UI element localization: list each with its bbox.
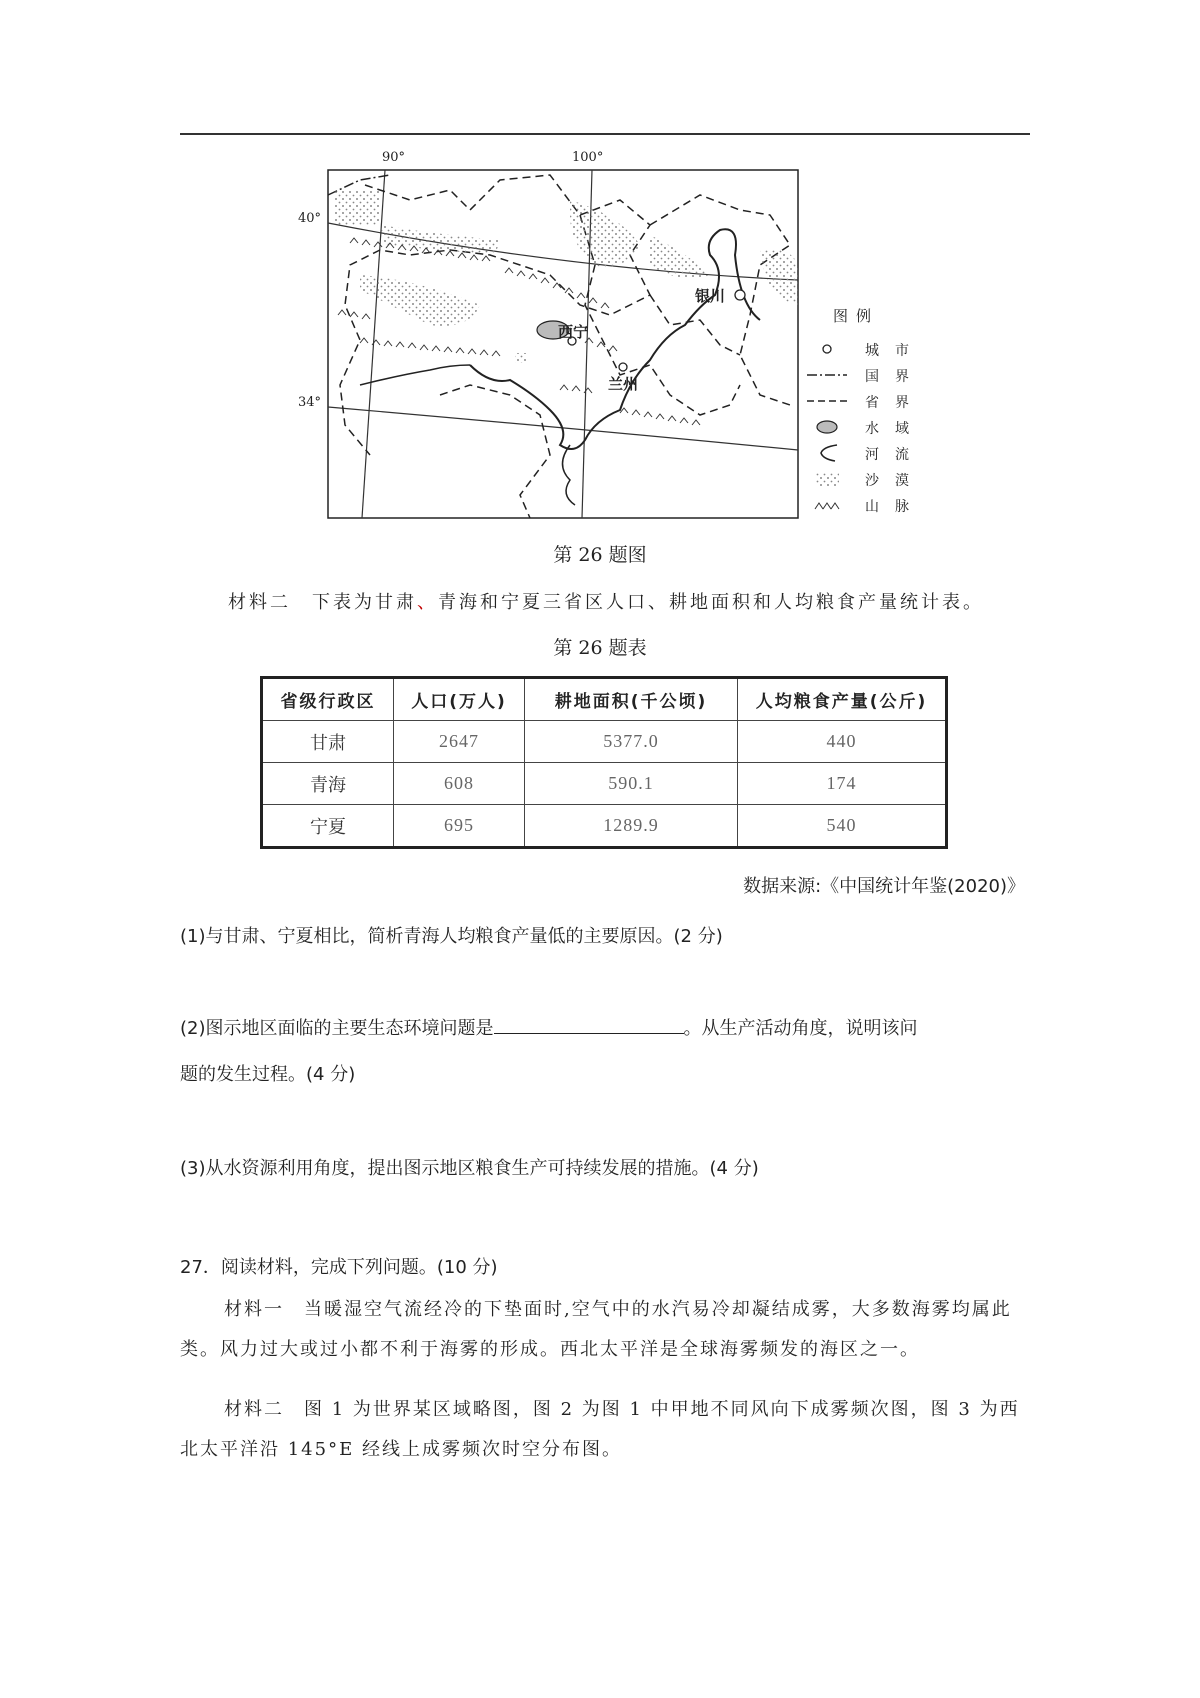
mountain-marks-icon [805,495,849,515]
question-1: (1)与甘肃、宁夏相比，简析青海人均粮食产量低的主要原因。(2 分) [180,926,723,947]
figure-caption: 第 26 题图 [553,544,647,566]
lon-label-90: 90° [382,150,406,165]
header-grain-per-capita: 人均粮食产量(公斤) [738,678,947,721]
lon-label-100: 100° [572,150,604,165]
provincial-border-icon [805,391,849,411]
q27-material-1: 材料一 当暖湿空气流经冷的下垫面时,空气中的水汽易冷却凝结成雾，大多数海雾均属此类。风力过大或过小都不利于海雾的形成。西北太平洋是全球海雾频发的海区之一。 [180,1299,1012,1360]
city-label-xining: 西宁 [558,323,589,341]
legend-item-mountain: 山脉 [805,495,915,515]
city-lanzhou [619,363,627,371]
question-2-line2: 题的发生过程。(4 分) [180,1064,356,1085]
lat-label-40: 40° [298,211,322,226]
city-circle-icon [805,339,849,359]
water-ellipse-icon [805,417,849,437]
header-rule [180,133,1030,135]
legend-item-water: 水域 [805,417,915,437]
table-header-row [262,678,947,721]
question-27-title: 27．阅读材料，完成下列问题。(10 分) [180,1257,498,1278]
lat-label-34: 34° [298,395,322,410]
desert [335,190,380,225]
legend-item-river: 河流 [805,443,915,463]
statistics-table [260,676,948,849]
question-2: (2)图示地区面临的主要生态环境问题是 。从生产活动角度，说明该问 [180,1014,918,1040]
city-label-lanzhou: 兰州 [608,375,639,393]
header-province: 省级行政区 [262,678,394,721]
legend-item-desert: 沙漠 [805,469,915,489]
header-population: 人口(万人) [394,678,525,721]
legend-item-city: 城市 [805,339,915,359]
desert-dots-icon [805,469,849,489]
table-row: 甘肃 2647 5377.0 440 [262,721,947,763]
desert [515,353,527,363]
question-3: (3)从水资源利用角度，提出图示地区粮食生产可持续发展的措施。(4 分) [180,1158,759,1179]
legend-title: 图例 [833,307,880,325]
table-row: 青海 608 590.1 174 [262,763,947,805]
data-source: 数据来源:《中国统计年鉴(2020)》 [743,876,1025,897]
city-label-yinchuan: 银川 [695,287,726,305]
table-caption: 第 26 题表 [553,637,647,659]
river-icon [805,443,849,463]
header-farmland: 耕地面积(千公顷) [525,678,738,721]
table-row: 宁夏 695 1289.9 540 [262,805,947,848]
legend-item-national-border: 国界 [805,365,915,385]
q27-material-2: 材料二 图 1 为世界某区域略图，图 2 为图 1 中甲地不同风向下成雾频次图，图 3 为西北太平洋沿 145°E 经线上成雾频次时空分布图。 [180,1399,1020,1460]
material-2-intro: 材料二 下表为甘肃、青海和宁夏三省区人口、耕地面积和人均粮食产量统计表。 [228,592,984,613]
legend-item-provincial-border: 省界 [805,391,915,411]
city-yinchuan [735,290,745,300]
national-border-icon [805,365,849,385]
answer-blank[interactable] [494,1015,684,1034]
